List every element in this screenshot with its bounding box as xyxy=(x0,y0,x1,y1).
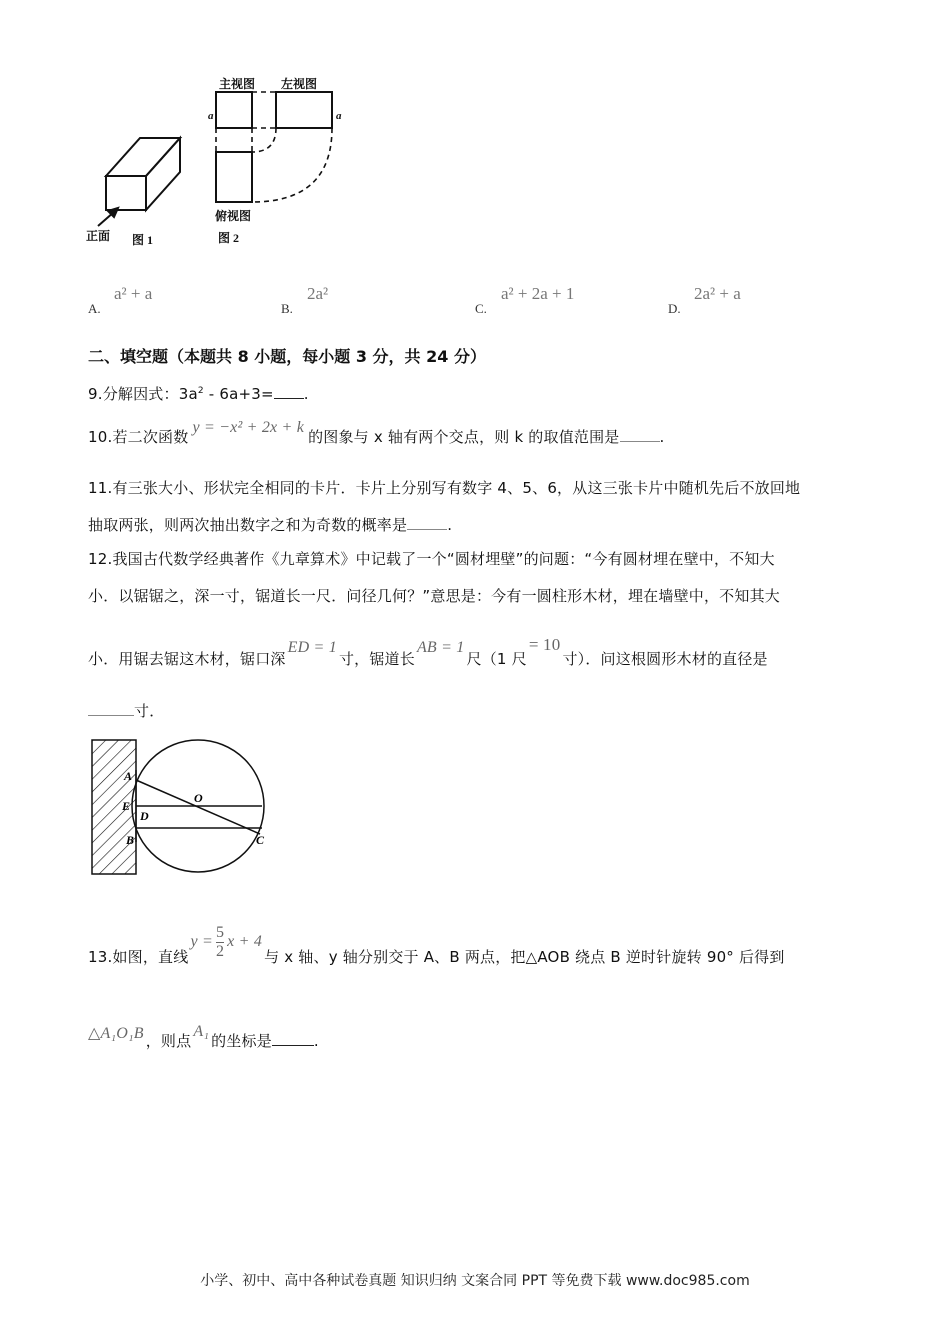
side-a-label-right: a xyxy=(336,110,342,122)
q9-suffix: - 6a+3= xyxy=(203,385,274,403)
figure-1-caption: 图 1 xyxy=(132,233,154,247)
question-12-line-2: 小．以锯锯之，深一寸，锯道长一尺．问径几何？”意思是：今有一圆柱形木材，埋在墙壁中，不知其大 xyxy=(88,587,780,605)
q10-middle: 的图象与 x 轴有两个交点，则 k 的取值范围是 xyxy=(308,428,620,446)
front-view-label: 主视图 xyxy=(219,77,256,91)
q13-end-text: 的坐标是 xyxy=(211,1032,272,1050)
label-d: D xyxy=(140,809,149,823)
q10-formula: y = −x² + 2x + k xyxy=(192,419,305,436)
question-10 xyxy=(88,419,665,447)
left-view-label: 左视图 xyxy=(281,77,318,91)
option-expression: 2a² + a xyxy=(694,284,741,303)
question-11-line-2 xyxy=(88,514,452,535)
q12-ab-formula: AB = 1 xyxy=(416,639,465,656)
q9-exponent: 2 xyxy=(197,386,204,396)
answer-blank xyxy=(274,384,304,399)
section-heading: 二、填空题（本题共 8 小题，每小题 3 分，共 24 分） xyxy=(88,347,486,366)
option-letter: D. xyxy=(668,301,681,316)
q13-middle: 与 x 轴、y 轴分别交于 A、B 两点，把△AOB 绕点 B 逆时针旋转 90° 后得到 xyxy=(264,948,785,967)
q11-end: . xyxy=(447,516,453,534)
top-view-label: 俯视图 xyxy=(215,209,252,223)
question-12-line-4 xyxy=(88,700,164,721)
q13-fraction xyxy=(216,924,224,961)
three-view-figure xyxy=(80,72,360,252)
q11-text: 抽取两张，则两次抽出数字之和为奇数的概率是 xyxy=(88,516,408,534)
side-a-label-left: a xyxy=(208,110,214,122)
front-view xyxy=(216,92,252,128)
line-ac xyxy=(136,780,260,834)
left-view xyxy=(276,92,332,128)
front-label: 正面 xyxy=(86,229,111,243)
q13-denominator: 2 xyxy=(215,943,225,960)
option-c xyxy=(475,284,655,320)
circle-wall-figure xyxy=(86,734,276,878)
q13-formula xyxy=(190,924,262,961)
option-letter: B. xyxy=(281,301,293,316)
option-letter: C. xyxy=(475,301,487,316)
q12-text-d: 寸）．问这根圆形木材的直径是 xyxy=(562,650,768,668)
q13-formula-y: y = xyxy=(190,933,213,951)
q9-end: . xyxy=(303,385,309,403)
label-e: E xyxy=(122,799,131,813)
page-footer: 小学、初中、高中各种试卷真题 知识归纳 文案合同 PPT 等免费下载 www.doc985.com xyxy=(200,1273,750,1289)
option-a xyxy=(88,284,268,320)
front-arrow xyxy=(98,208,118,226)
question-13-line-1 xyxy=(88,924,785,977)
q12-text-b: 寸，锯道长 xyxy=(338,650,415,668)
q12-text-c: 尺（1 尺 xyxy=(466,650,527,668)
q13-mid: ，则点 xyxy=(145,1032,192,1050)
question-12-line-1: 12.我国古代数学经典著作《九章算术》中记载了一个“圆材埋壁”的问题：“今有圆材埋在壁中，不知大 xyxy=(88,550,775,568)
q13-formula-tail: x + 4 xyxy=(227,933,263,951)
option-letter: A. xyxy=(88,301,101,316)
projection-lines xyxy=(216,92,332,202)
q13-triangle: △A₁O₁B xyxy=(88,1025,144,1042)
top-view xyxy=(216,152,252,202)
option-b xyxy=(281,284,461,320)
option-expression: a² + 2a + 1 xyxy=(501,284,575,303)
q10-end: . xyxy=(659,428,665,446)
figure-2-caption: 图 2 xyxy=(218,231,240,245)
answer-blank xyxy=(88,701,134,716)
question-9 xyxy=(88,383,309,404)
question-11-line-1: 11.有三张大小、形状完全相同的卡片．卡片上分别写有数字 4、5、6，从这三张卡片中随机先后不放回地 xyxy=(88,479,801,497)
q13-point: A₁ xyxy=(193,1023,210,1040)
q12-text-a: 小．用锯去锯这木材，锯口深 xyxy=(88,650,286,668)
cuboid-drawing xyxy=(106,138,180,210)
answer-blank xyxy=(272,1031,314,1046)
question-12-line-3 xyxy=(88,635,768,669)
q12-end: 寸． xyxy=(134,702,165,720)
option-expression: 2a² xyxy=(307,284,329,303)
label-o: O xyxy=(194,791,203,805)
answer-blank xyxy=(620,427,660,442)
q10-prefix: 10.若二次函数 xyxy=(88,428,189,446)
q12-ed-formula: ED = 1 xyxy=(287,639,337,656)
label-a: A xyxy=(124,769,133,783)
label-c: C xyxy=(256,833,265,847)
label-b: B xyxy=(126,833,135,847)
answer-blank xyxy=(407,515,447,530)
q12-ten-formula: = 10 xyxy=(528,635,561,654)
option-d xyxy=(668,284,848,320)
question-13-line-2 xyxy=(88,1023,319,1051)
option-expression: a² + a xyxy=(114,284,153,303)
q9-prefix: 9.分解因式：3a xyxy=(88,385,198,403)
q13-period: . xyxy=(313,1032,319,1050)
q13-numerator: 5 xyxy=(215,924,225,941)
q13-prefix: 13.如图，直线 xyxy=(88,948,189,967)
